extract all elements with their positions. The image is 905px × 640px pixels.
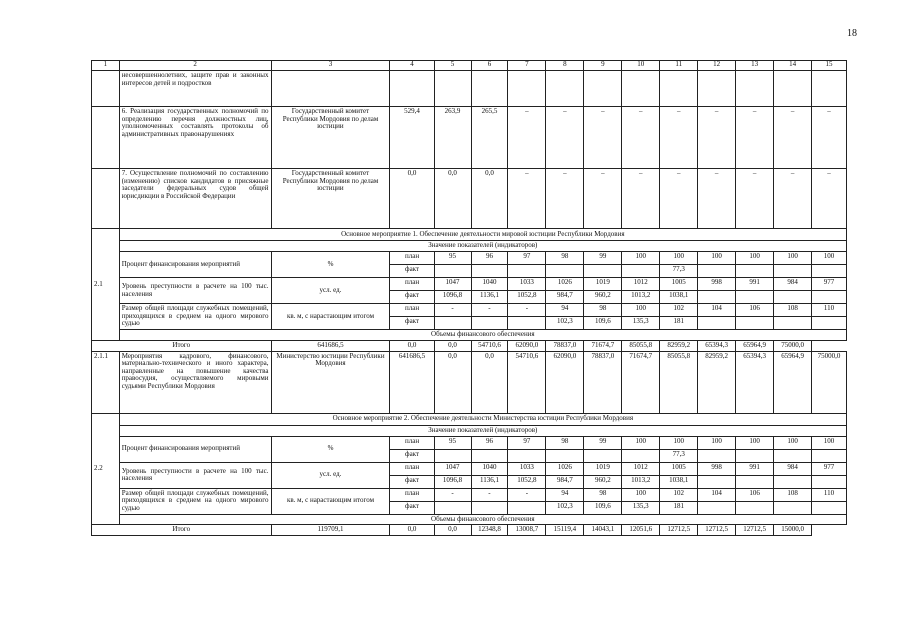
indicator-value: 984 (774, 462, 812, 475)
indicator-value (736, 291, 774, 304)
indicator-value: 977 (812, 462, 847, 475)
indicator-value: 100 (736, 252, 774, 265)
indicator-value: 104 (698, 488, 736, 501)
indicator-name: Процент финансирования мероприятий (119, 252, 271, 278)
indicator-value: 977 (812, 278, 847, 291)
indicator-value: 991 (736, 462, 774, 475)
value-cell (508, 71, 546, 107)
value-cell (434, 71, 471, 107)
value-cell: 0,0 (471, 351, 508, 413)
value-cell (698, 71, 736, 107)
indicator-value (774, 475, 812, 488)
value-cell: – (774, 169, 812, 229)
volumes-title: Объемы финансового обеспечения (119, 514, 846, 525)
value-cell: – (698, 169, 736, 229)
value-cell: 71674,7 (622, 351, 660, 413)
value-cell: 0,0 (390, 169, 434, 229)
activity-row (92, 169, 847, 229)
indicator-value: 100 (774, 252, 812, 265)
indicator-value (774, 501, 812, 514)
value-cell: 265,5 (471, 107, 508, 169)
indicator-value: 96 (471, 252, 508, 265)
indicator-value (434, 449, 471, 462)
indicator-value (812, 449, 847, 462)
value-cell: – (508, 107, 546, 169)
indicator-value: 1012 (622, 278, 660, 291)
indicator-value: 1047 (434, 278, 471, 291)
indicator-value: 109,6 (584, 317, 622, 330)
total-value: 0,0 (390, 525, 434, 536)
indicator-value (546, 265, 584, 278)
indicator-value (736, 265, 774, 278)
indicators-title-row (92, 241, 847, 252)
responsible-org: Государственный комитет Республики Мордовия по делам юстиции (271, 169, 390, 229)
indicator-name: Размер общей площади служебных помещений, приходящихся в среднем на одного мирового судью (119, 304, 271, 330)
indicator-unit: % (271, 436, 390, 462)
indicator-value: 77,3 (660, 449, 698, 462)
value-cell: 641686,5 (390, 351, 434, 413)
indicator-value (471, 265, 508, 278)
value-cell: – (774, 107, 812, 169)
indicator-value: 998 (698, 462, 736, 475)
indicator-value (774, 449, 812, 462)
value-cell: – (736, 107, 774, 169)
total-value: 62090,0 (508, 340, 546, 351)
indicator-value: 97 (508, 436, 546, 449)
indicator-value (508, 449, 546, 462)
indicator-name: Размер общей площади служебных помещений, приходящихся в среднем на одного мирового судью (119, 488, 271, 514)
indicator-value (698, 265, 736, 278)
header-row (92, 61, 847, 71)
total-value: 0,0 (434, 340, 471, 351)
plan-fact-label: план (390, 278, 434, 291)
plan-fact-label: факт (390, 291, 434, 304)
indicator-value: 102,3 (546, 501, 584, 514)
activity-row (92, 107, 847, 169)
indicators-title-row (92, 425, 847, 436)
total-value: 641686,5 (271, 340, 390, 351)
indicator-value: 106 (736, 488, 774, 501)
indicator-value: 135,3 (622, 317, 660, 330)
indicator-value: 984 (774, 278, 812, 291)
indicator-unit: усл. ед. (271, 462, 390, 488)
section-title-row (92, 229, 847, 241)
column-number: 4 (390, 61, 434, 71)
value-cell: 54710,6 (508, 351, 546, 413)
value-cell: – (812, 107, 847, 169)
indicator-value: 104 (698, 304, 736, 317)
value-cell (584, 71, 622, 107)
indicator-value (736, 449, 774, 462)
total-value: 12712,5 (736, 525, 774, 536)
value-cell: 62090,0 (546, 351, 584, 413)
indicators-title: Значение показателей (индикаторов) (119, 425, 846, 436)
indicator-row (92, 462, 847, 475)
indicator-value: 1019 (584, 462, 622, 475)
indicator-row (92, 278, 847, 291)
value-cell: – (546, 169, 584, 229)
value-cell: 78837,0 (584, 351, 622, 413)
plan-fact-label: факт (390, 501, 434, 514)
indicator-value: 991 (736, 278, 774, 291)
value-cell (736, 71, 774, 107)
indicator-value: 110 (812, 304, 847, 317)
indicator-value (584, 449, 622, 462)
indicator-value (812, 291, 847, 304)
indicator-value: 181 (660, 317, 698, 330)
total-value: 12348,8 (471, 525, 508, 536)
indicator-value: 100 (622, 488, 660, 501)
value-cell: – (660, 169, 698, 229)
value-cell: – (698, 107, 736, 169)
total-value: 15119,4 (546, 525, 584, 536)
indicator-value: 1033 (508, 462, 546, 475)
total-value: 85055,8 (622, 340, 660, 351)
section-number: 2.2 (92, 413, 120, 525)
indicator-value (736, 317, 774, 330)
value-cell: – (508, 169, 546, 229)
indicator-value (471, 449, 508, 462)
section-title: Основное мероприятие 2. Обеспечение деятельности Министерства юстиции Республики Мордовия (119, 413, 846, 425)
total-value: 78837,0 (546, 340, 584, 351)
indicator-value: 960,2 (584, 291, 622, 304)
total-value: 65964,9 (736, 340, 774, 351)
indicator-value: 102 (660, 304, 698, 317)
indicator-value (774, 265, 812, 278)
indicator-value: 96 (471, 436, 508, 449)
value-cell: 263,9 (434, 107, 471, 169)
indicator-unit: % (271, 252, 390, 278)
section-title: Основное мероприятие 1. Обеспечение деятельности мировой юстиции Республики Мордовия (119, 229, 846, 241)
total-value: 13008,7 (508, 525, 546, 536)
row-number-cell (92, 169, 120, 229)
total-label: Итого (92, 340, 272, 351)
plan-fact-label: план (390, 488, 434, 501)
indicator-value: 102 (660, 488, 698, 501)
indicator-value: 1052,8 (508, 475, 546, 488)
indicator-value (812, 501, 847, 514)
column-number: 9 (584, 61, 622, 71)
indicator-value: 1033 (508, 278, 546, 291)
indicator-value: 100 (622, 436, 660, 449)
indicator-value: 1012 (622, 462, 660, 475)
volumes-title-row (92, 330, 847, 341)
value-cell: – (622, 169, 660, 229)
indicator-value: 100 (698, 252, 736, 265)
section-number: 2.1 (92, 229, 120, 341)
indicator-value (471, 501, 508, 514)
activity-name: 7. Осуществление полномочий по составлению (изменению) списков кандидатов в присяжные заседатели федеральных судов общей юрисдикции в Российской Федерации (119, 169, 271, 229)
indicator-value: 98 (584, 304, 622, 317)
volumes-title-row (92, 514, 847, 525)
indicator-value: 94 (546, 304, 584, 317)
total-value: 12712,5 (698, 525, 736, 536)
indicator-value (434, 317, 471, 330)
row-number: 2.1.1 (92, 351, 120, 413)
value-cell: – (736, 169, 774, 229)
indicator-value: 77,3 (660, 265, 698, 278)
column-number: 3 (271, 61, 390, 71)
indicator-value: 98 (546, 252, 584, 265)
indicator-value: 100 (812, 436, 847, 449)
column-number: 15 (812, 61, 847, 71)
indicator-value (508, 317, 546, 330)
indicator-value (774, 291, 812, 304)
section-title-row (92, 413, 847, 425)
indicator-value (622, 265, 660, 278)
indicator-unit: кв. м, с нарастающим итогом (271, 304, 390, 330)
indicator-value: 998 (698, 278, 736, 291)
column-number: 13 (736, 61, 774, 71)
responsible-org: Министерство юстиции Республики Мордовия (271, 351, 390, 413)
row-number-cell (92, 107, 120, 169)
indicator-value (508, 265, 546, 278)
indicator-value: 1052,8 (508, 291, 546, 304)
indicator-value (584, 265, 622, 278)
indicator-value (812, 265, 847, 278)
indicator-row (92, 304, 847, 317)
indicator-value: 102,3 (546, 317, 584, 330)
indicator-value (546, 449, 584, 462)
indicator-value: 100 (660, 436, 698, 449)
indicator-row (92, 488, 847, 501)
column-number: 6 (471, 61, 508, 71)
value-cell (471, 71, 508, 107)
indicator-value: 100 (774, 436, 812, 449)
indicator-value: - (434, 304, 471, 317)
indicator-value: 100 (622, 252, 660, 265)
total-value: 71674,7 (584, 340, 622, 351)
indicator-value (812, 317, 847, 330)
total-row (92, 340, 847, 351)
value-cell: – (660, 107, 698, 169)
activity-name: Мероприятия кадрового, финансового, материально-технического и иного характера, направленные на повышение качества правосудия, осуществляемого мировыми судьями Республики Мордовия (119, 351, 271, 413)
indicator-value: 95 (434, 436, 471, 449)
indicator-value: 94 (546, 488, 584, 501)
total-value: 0,0 (390, 340, 434, 351)
indicator-value: 100 (698, 436, 736, 449)
indicator-row (92, 252, 847, 265)
indicator-row (92, 436, 847, 449)
value-cell (812, 71, 847, 107)
indicator-value: 1096,8 (434, 291, 471, 304)
indicator-value: - (471, 304, 508, 317)
responsible-org: Государственный комитет Республики Мордовия по делам юстиции (271, 107, 390, 169)
indicator-value: - (508, 304, 546, 317)
indicator-value (622, 449, 660, 462)
indicator-value: 984,7 (546, 475, 584, 488)
activity-row-2-1-1 (92, 351, 847, 413)
plan-fact-label: факт (390, 449, 434, 462)
page-number: 18 (847, 28, 857, 39)
total-value: 0,0 (434, 525, 471, 536)
total-value: 54710,6 (471, 340, 508, 351)
volumes-title: Объемы финансового обеспечения (119, 330, 846, 341)
indicator-value: - (434, 488, 471, 501)
indicator-unit: усл. ед. (271, 278, 390, 304)
indicator-value: 984,7 (546, 291, 584, 304)
activity-name: несовершеннолетних, защите прав и законных интересов детей и подростков (119, 71, 271, 107)
total-value: 119709,1 (271, 525, 390, 536)
indicators-title: Значение показателей (индикаторов) (119, 241, 846, 252)
value-cell (660, 71, 698, 107)
indicator-value: 1026 (546, 278, 584, 291)
indicator-value (736, 475, 774, 488)
indicator-value (698, 291, 736, 304)
indicator-value: 98 (546, 436, 584, 449)
indicator-value (698, 475, 736, 488)
indicator-unit: кв. м, с нарастающим итогом (271, 488, 390, 514)
indicator-name: Уровень преступности в расчете на 100 тыс. населения (119, 462, 271, 488)
plan-fact-label: план (390, 252, 434, 265)
indicator-value (698, 501, 736, 514)
indicator-value: 98 (584, 488, 622, 501)
program-table (91, 60, 847, 536)
column-number: 12 (698, 61, 736, 71)
indicator-value: 1047 (434, 462, 471, 475)
column-number: 11 (660, 61, 698, 71)
column-number: 14 (774, 61, 812, 71)
value-cell: 0,0 (471, 169, 508, 229)
indicator-value: 95 (434, 252, 471, 265)
indicator-value: 1038,1 (660, 291, 698, 304)
indicator-value: 110 (812, 488, 847, 501)
value-cell (774, 71, 812, 107)
indicator-value: 108 (774, 488, 812, 501)
indicator-value (434, 501, 471, 514)
indicator-value: 100 (736, 436, 774, 449)
column-number: 5 (434, 61, 471, 71)
indicator-value: - (508, 488, 546, 501)
indicator-value (698, 317, 736, 330)
total-label: Итого (92, 525, 272, 536)
table-body (92, 61, 847, 536)
column-number: 1 (92, 61, 120, 71)
total-value: 14043,1 (584, 525, 622, 536)
total-value: 75000,0 (774, 340, 812, 351)
value-cell: 65394,3 (736, 351, 774, 413)
value-cell: 75000,0 (812, 351, 847, 413)
value-cell: – (584, 169, 622, 229)
responsible-org (271, 71, 390, 107)
value-cell: 529,4 (390, 107, 434, 169)
activity-name: 6. Реализация государственных полномочий по определению перечня должностных лиц, уполномоченных составлять протоколы об административных правонарушениях (119, 107, 271, 169)
indicator-value: 100 (660, 252, 698, 265)
indicator-value: 1026 (546, 462, 584, 475)
indicator-value: 135,3 (622, 501, 660, 514)
indicator-value: 1040 (471, 278, 508, 291)
plan-fact-label: факт (390, 265, 434, 278)
value-cell (546, 71, 584, 107)
indicator-value: 99 (584, 252, 622, 265)
indicator-value: 1005 (660, 462, 698, 475)
indicator-value: 1096,8 (434, 475, 471, 488)
activity-row (92, 71, 847, 107)
value-cell: 85055,8 (660, 351, 698, 413)
indicator-value: 97 (508, 252, 546, 265)
value-cell: – (812, 169, 847, 229)
value-cell (622, 71, 660, 107)
indicator-value: 1013,2 (622, 291, 660, 304)
plan-fact-label: план (390, 462, 434, 475)
indicator-value: 181 (660, 501, 698, 514)
indicator-value (698, 449, 736, 462)
indicator-value: 100 (812, 252, 847, 265)
indicator-value (774, 317, 812, 330)
indicator-value: - (471, 488, 508, 501)
value-cell: – (584, 107, 622, 169)
indicator-value (508, 501, 546, 514)
value-cell: – (546, 107, 584, 169)
indicator-value (471, 317, 508, 330)
plan-fact-label: план (390, 304, 434, 317)
indicator-value: 1040 (471, 462, 508, 475)
value-cell (390, 71, 434, 107)
plan-fact-label: факт (390, 317, 434, 330)
indicator-value: 1013,2 (622, 475, 660, 488)
total-value: 82959,2 (660, 340, 698, 351)
column-number: 8 (546, 61, 584, 71)
total-value: 15000,0 (774, 525, 812, 536)
indicator-name: Уровень преступности в расчете на 100 тыс. населения (119, 278, 271, 304)
indicator-value: 99 (584, 436, 622, 449)
indicator-value (736, 501, 774, 514)
indicator-value: 108 (774, 304, 812, 317)
total-value: 65394,3 (698, 340, 736, 351)
indicator-value: 106 (736, 304, 774, 317)
indicator-value (812, 475, 847, 488)
value-cell: 65964,9 (774, 351, 812, 413)
plan-fact-label: факт (390, 475, 434, 488)
value-cell: 0,0 (434, 351, 471, 413)
indicator-value: 960,2 (584, 475, 622, 488)
value-cell: – (622, 107, 660, 169)
indicator-value: 1136,1 (471, 291, 508, 304)
indicator-value: 1019 (584, 278, 622, 291)
indicator-value (434, 265, 471, 278)
value-cell: 82959,2 (698, 351, 736, 413)
indicator-value: 1038,1 (660, 475, 698, 488)
indicator-value: 109,6 (584, 501, 622, 514)
total-value: 12712,5 (660, 525, 698, 536)
indicator-value: 1005 (660, 278, 698, 291)
column-number: 10 (622, 61, 660, 71)
row-number-cell (92, 71, 120, 107)
indicator-value: 100 (622, 304, 660, 317)
column-number: 2 (119, 61, 271, 71)
value-cell: 0,0 (434, 169, 471, 229)
total-row (92, 525, 847, 536)
indicator-value: 1136,1 (471, 475, 508, 488)
total-value: 12051,6 (622, 525, 660, 536)
indicator-name: Процент финансирования мероприятий (119, 436, 271, 462)
plan-fact-label: план (390, 436, 434, 449)
column-number: 7 (508, 61, 546, 71)
